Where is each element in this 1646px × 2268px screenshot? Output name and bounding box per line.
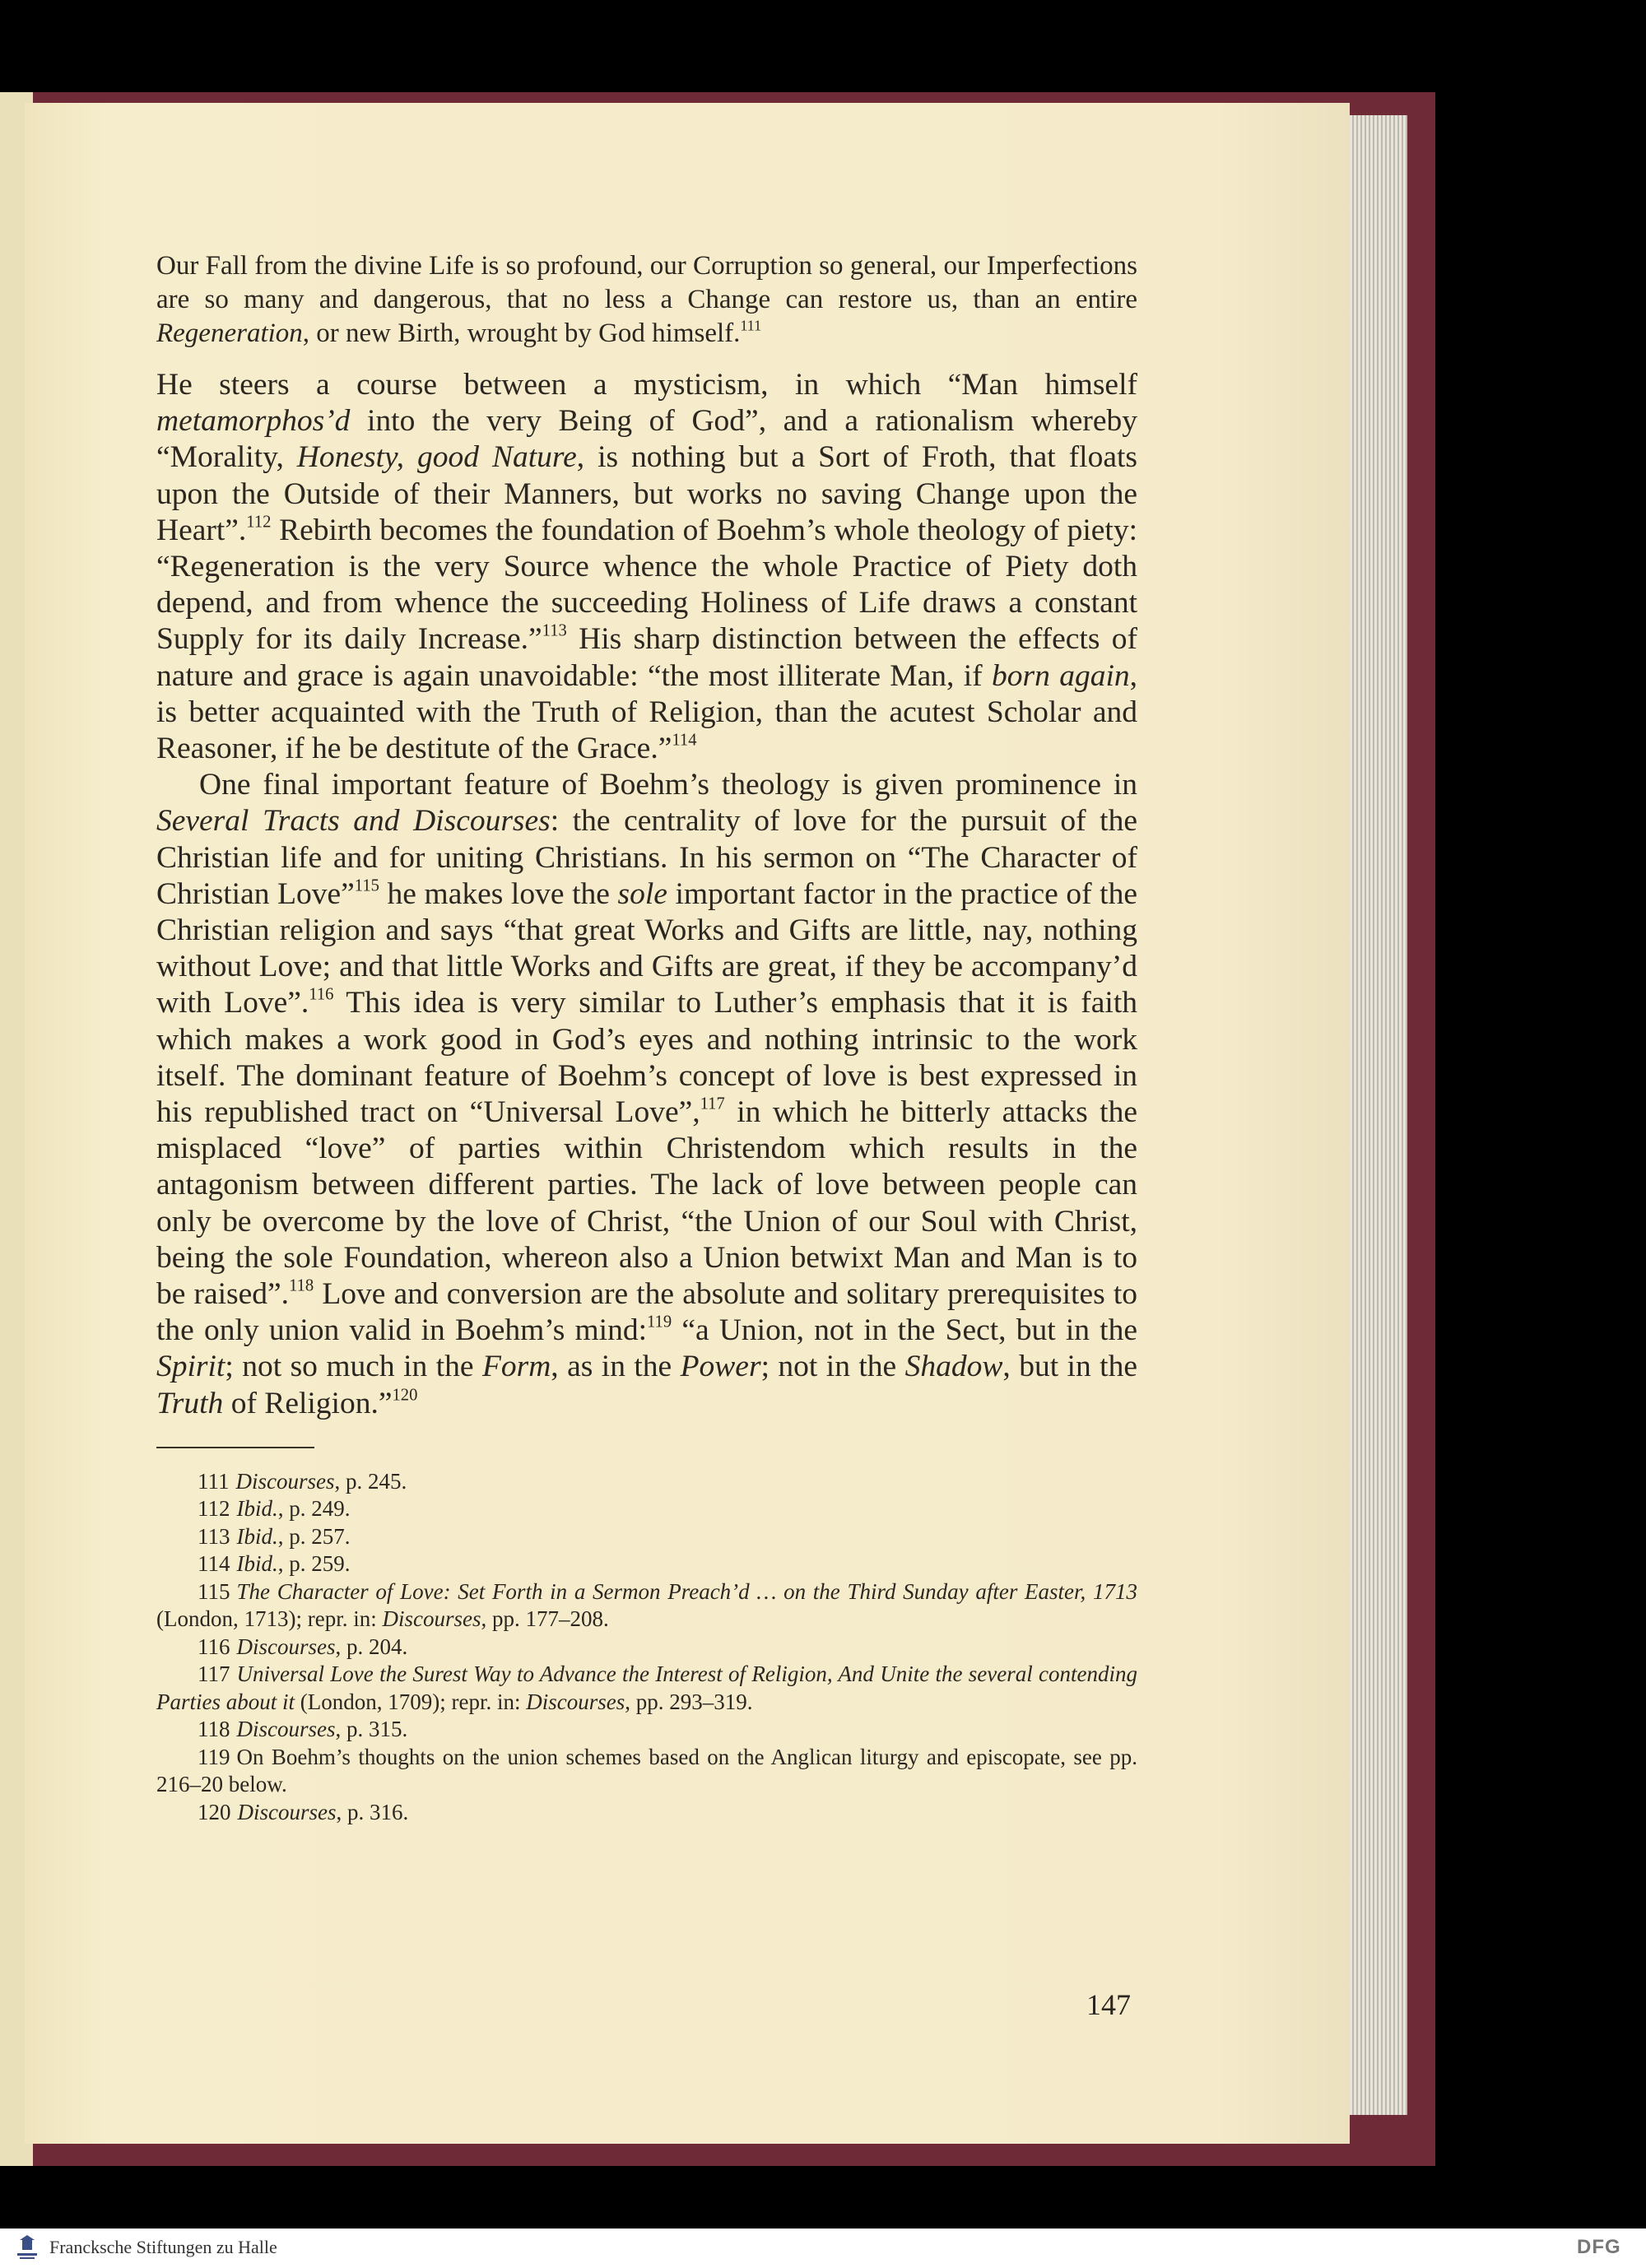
footnote-ref[interactable]: 111 — [740, 317, 762, 334]
footnote-120: 120 Discourses, p. 316. — [198, 1799, 409, 1824]
footnote-111: 111 Discourses, p. 245. — [198, 1468, 407, 1494]
paragraph-1: He steers a course between a mysticism, in which “Man himself metamorphos’d into the very Being of God”, and a rationalism whereby “Morality, Honesty, good Nature, is nothing but a Sort of Froth, that floats upon the Outside of their Manners, but works no saving Change upon the Heart”.$^{112}$ Rebirth becomes the foundation of Boehm’s whole theology of piety: “Regeneration is the very Source whence the whole Practice of Piety doth depend, and from whence the succeeding Holiness of Life draws a constant Supply for its daily Increase.”$^{113}$ His sharp distinction between the effects of nature and grace is again unavoidable: “the most illiterate Man, if born again, is better acquainted with the Truth of Religion, than the acutest Scholar and Reasoner, if he be destitute of the Grace.”$^{114}$ — [156, 368, 1137, 766]
page-stack-edge — [1341, 115, 1407, 2115]
footnote-ref[interactable]: 112 — [246, 513, 272, 532]
footnotes — [156, 1468, 1137, 1827]
footnote-divider — [156, 1447, 314, 1448]
footnote-115: 115 The Character of Love: Set Forth in a Sermon Preach’d … on the Third Sunday after Easter, 1713 (London, 1713); repr. in: Discourses, pp. 177–208. — [156, 1578, 1137, 1632]
page-number: 147 — [1086, 1988, 1131, 2021]
paragraph-2: One final important feature of Boehm’s theology is given prominence in Several Tracts and Discourses: the centrality of love for the pursuit of the Christian life and for uniting Christians. In his sermon on “The Character of Christian Love”$^{115}$ he makes love the sole important factor in the practice of the Christian religion and says “that great Works and Gifts are little, nay, nothing without Love; and that little Works and Gifts are great, if they be accompany’d with Love”.$^{116}$ This idea is very similar to Luther’s emphasis that it is faith which makes a work good in God’s eyes and nothing intrinsic to the work itself. The dominant feature of Boehm’s concept of love is best expressed in his republished tract on “Universal Love”,$^{117}$ in which he bitterly attacks the misplaced “love” of parties within Christendom which results in the antagonism between different parties. The lack of love between people can only be overcome by the love of Christ, “the Union of our Soul with Christ, being the sole Foundation, whereon also a Union betwixt Man and Man is to be raised”.$^{118}$ Love and conversion are the absolute and solitary prerequisites to the only union valid in Boehm’s mind:$^{119}$ “a Union, not in the Sect, but in the Spirit; not so much in the Form, as in the Power; not in the Shadow, but in the Truth of Religion.”$^{120}$ — [156, 768, 1137, 1420]
institution-name: Francksche Stiftungen zu Halle — [49, 2237, 277, 2257]
footnote-ref[interactable]: 114 — [672, 731, 697, 750]
footnote-113: 113 Ibid., p. 257. — [198, 1523, 351, 1549]
text-block — [156, 249, 1137, 1826]
footnote-116: 116 Discourses, p. 204. — [198, 1634, 408, 1659]
footnote-ref[interactable]: 115 — [354, 876, 379, 895]
footnote-114: 114 Ibid., p. 259. — [198, 1551, 351, 1577]
dfg-logo: DFG — [1577, 2236, 1621, 2258]
footnote-ref[interactable]: 119 — [647, 1313, 672, 1332]
footnote-ref[interactable]: 120 — [392, 1386, 418, 1405]
footnote-ref[interactable]: 117 — [700, 1094, 725, 1113]
footnote-112: 112 Ibid., p. 249. — [198, 1496, 351, 1522]
footnote-117: 117 Universal Love the Surest Way to Advance the Interest of Religion, And Unite the several contending Parties about it (London, 1709); repr. in: Discourses, pp. 293–319. — [156, 1661, 1137, 1714]
footnote-ref[interactable]: 113 — [542, 621, 567, 640]
footnote-ref[interactable]: 118 — [289, 1276, 314, 1295]
institution-logo-icon — [15, 2235, 40, 2261]
footnote-ref[interactable]: 116 — [309, 985, 334, 1004]
footnote-118: 118 Discourses, p. 315. — [198, 1717, 408, 1742]
footnote-119: 119 On Boehm’s thoughts on the union schemes based on the Anglican liturgy and episcopate, see pp. 216–20 below. — [156, 1744, 1137, 1797]
block-quote: Our Fall from the divine Life is so profound, our Corruption so general, our Imperfections are so many and dangerous, that no less a Change can restore us, than an entire Regeneration, or new Birth, wrought by God himself.$^{111}$ — [156, 251, 1137, 348]
book-page — [25, 103, 1350, 2144]
